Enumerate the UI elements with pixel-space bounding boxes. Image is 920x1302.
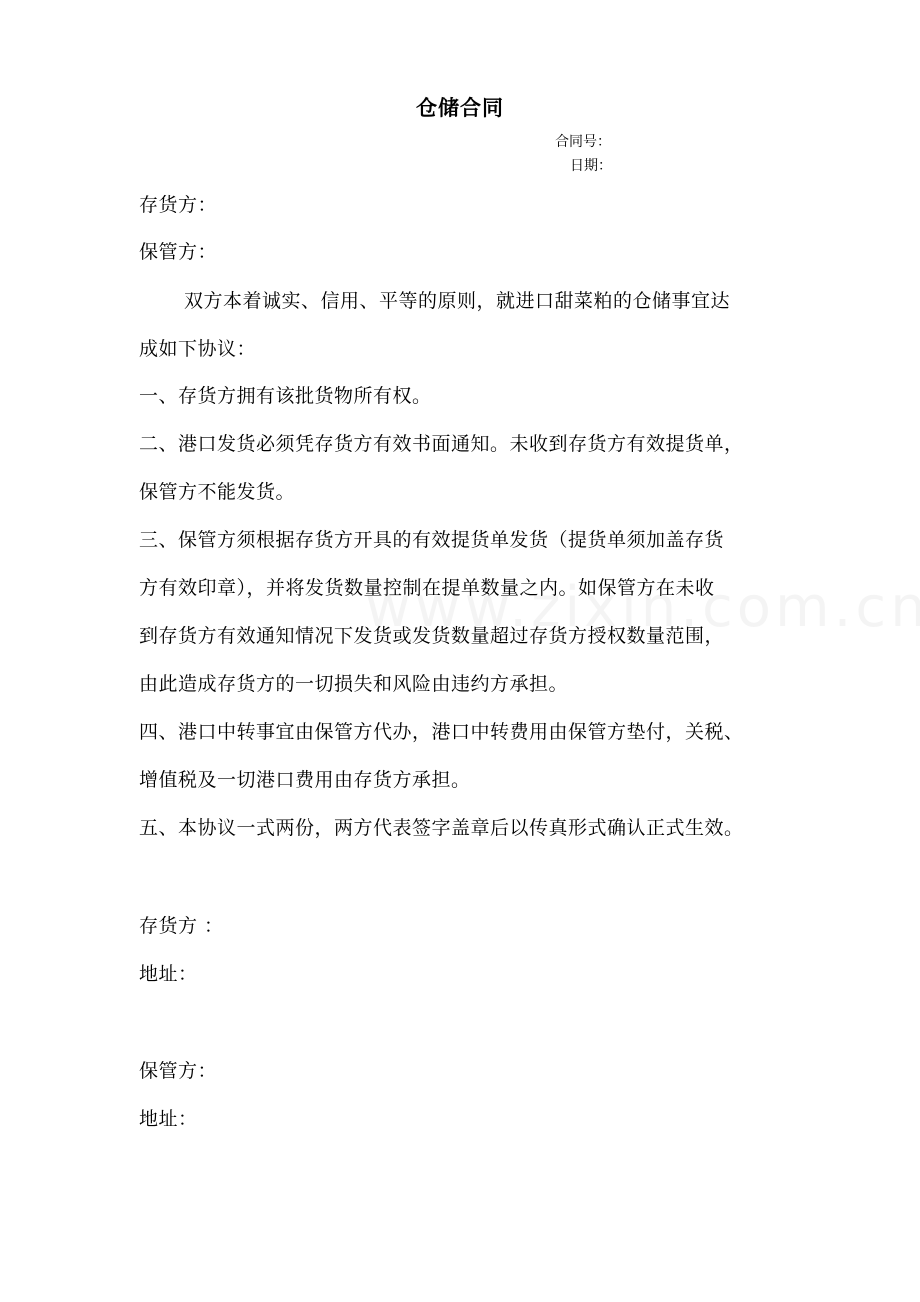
- clause-2-line-1: 二、港口发货必须凭存货方有效书面通知。未收到存货方有效提货单，: [139, 433, 744, 455]
- intro-line-2: 成如下协议：: [139, 338, 257, 360]
- depositor-party-label: 存货方：: [139, 194, 218, 216]
- contract-number-label: 合同号：: [555, 134, 611, 150]
- signature-depositor-label: 存货方 ：: [139, 915, 224, 937]
- clause-3-line-4: 由此造成存货方的一切损失和风险由违约方承担。: [139, 673, 569, 695]
- clause-4-line-1: 四、港口中转事宜由保管方代办，港口中转费用由保管方垫付，关税、: [139, 721, 744, 743]
- date-label: 日期：: [570, 158, 612, 174]
- signature-custodian-label: 保管方：: [139, 1060, 218, 1082]
- intro-line-1: 双方本着诚实、信用、平等的原则，就进口甜菜粕的仓储事宜达: [184, 290, 731, 312]
- clause-3-line-2: 方有效印章），并将发货数量控制在提单数量之内。如保管方在未收: [139, 577, 715, 599]
- clause-3-line-1: 三、保管方须根据存货方开具的有效提货单发货（提货单须加盖存货: [139, 529, 725, 551]
- clause-1-line-1: 一、存货方拥有该批货物所有权。: [139, 385, 432, 407]
- signature-depositor-address: 地址：: [139, 963, 198, 985]
- clause-2-line-2: 保管方不能发货。: [139, 481, 296, 503]
- signature-custodian-address: 地址：: [139, 1108, 198, 1130]
- custodian-party-label: 保管方：: [139, 241, 218, 263]
- document-title: 仓储合同: [416, 95, 504, 120]
- clause-4-line-2: 增值税及一切港口费用由存货方承担。: [139, 769, 471, 791]
- clause-5-line-1: 五、本协议一式两份，两方代表签字盖章后以传真形式确认正式生效。: [139, 817, 744, 839]
- clause-3-line-3: 到存货方有效通知情况下发货或发货数量超过存货方授权数量范围，: [139, 625, 725, 647]
